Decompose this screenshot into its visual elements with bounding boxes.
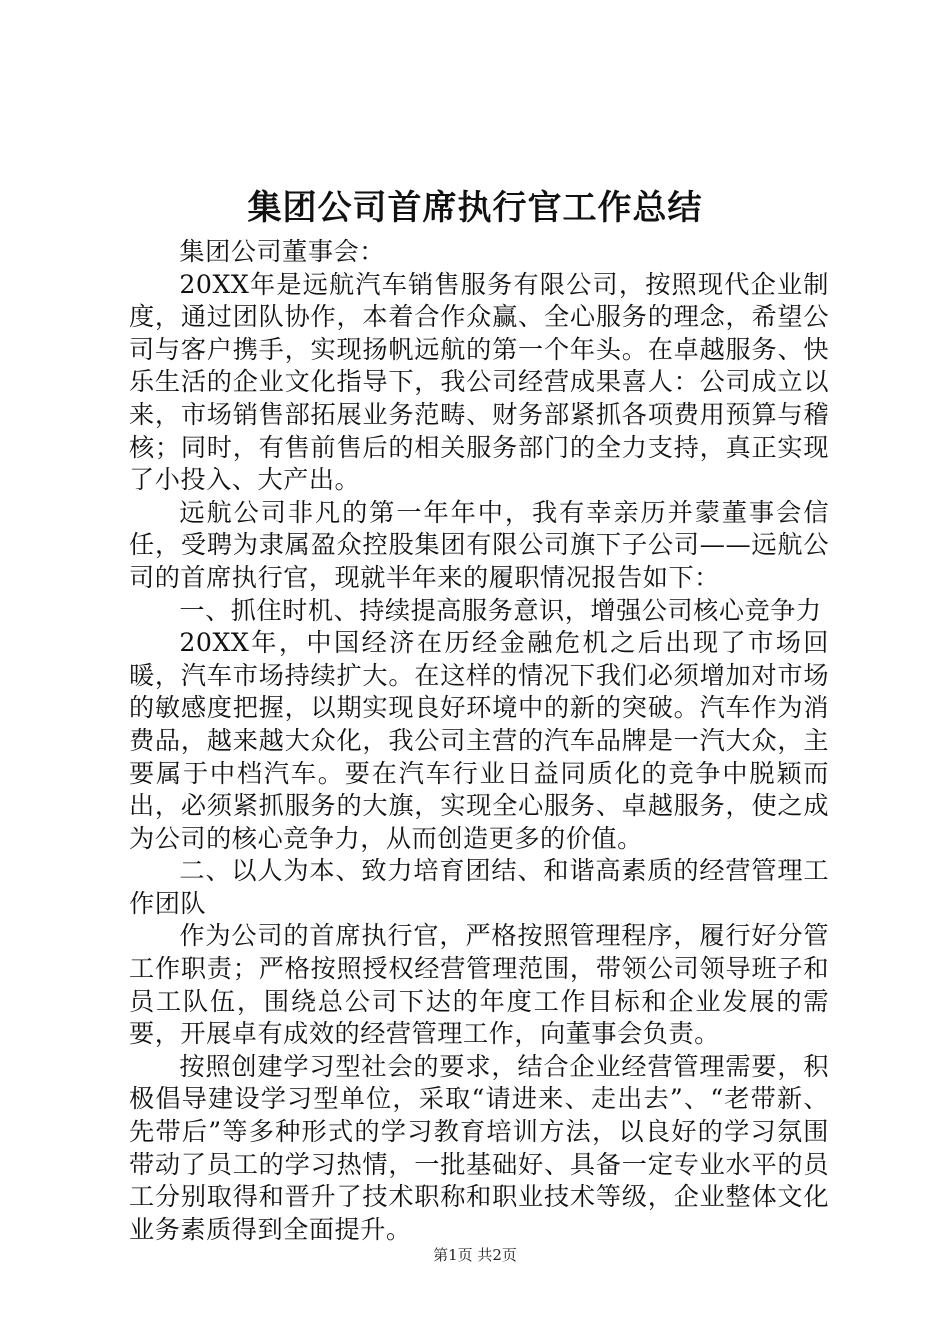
body-paragraph: 20XX年，中国经济在历经金融危机之后出现了市场回暖，汽车市场持续扩大。在这样的情况下我们必须增加对市场的敏感度把握，以期实现良好环境中的新的突破。汽车作为消费品，越来越大众化，我公司主营的汽车品牌是一汽大众，主要属于中档汽车。要在汽车行业日益同质化的竞争中脱颖而出，必须紧抓服务的大旗，实现全心服务、卓越服务，使之成为公司的核心竞争力，从而创造更多的价值。 xyxy=(129,628,829,853)
section-heading: 二、以人为本、致力培育团结、和谐高素质的经营管理工作团队 xyxy=(129,856,829,918)
page-number-footer: 第1页 共2页 xyxy=(433,1246,517,1264)
body-paragraph: 20XX年是远航汽车销售服务有限公司，按照现代企业制度，通过团队协作，本着合作众赢、全心服务的理念，希望公司与客户携手，实现扬帆远航的第一个年头。在卓越服务、快乐生活的企业文化指导下，我公司经营成果喜人：公司成立以来，市场销售部拓展业务范畴、财务部紧抓各项费用预算与稽核；同时，有售前售后的相关服务部门的全力支持，真正实现了小投入、大产出。 xyxy=(129,269,829,495)
body-paragraph: 作为公司的首席执行官，严格按照管理程序，履行好分管工作职责；严格按照授权经营管理范围，带领公司领导班子和员工队伍，围绕总公司下达的年度工作目标和企业发展的需要，开展卓有成效的经营管理工作，向董事会负责。 xyxy=(129,921,829,1049)
salutation-paragraph: 集团公司董事会： xyxy=(179,237,385,266)
document-body xyxy=(129,236,829,1246)
body-paragraph: 按照创建学习型社会的要求，结合企业经营管理需要，积极倡导建设学习型单位，采取“请进来、走出去”、“老带新、先带后”等多种形式的学习教育培训方法，以良好的学习氛围带动了员工的学习热情，一批基础好、具备一定专业水平的员工分别取得和晋升了技术职称和职业技术等级，企业整体文化业务素质得到全面提升。 xyxy=(129,1051,829,1244)
section-heading: 一、抓住时机、持续提高服务意识，增强公司核心竞争力 xyxy=(179,595,822,625)
document-title: 集团公司首席执行官工作总结 xyxy=(247,188,703,228)
body-paragraph: 远航公司非凡的第一年年中，我有幸亲历并蒙董事会信任，受聘为隶属盈众控股集团有限公司旗下子公司——远航公司的首席执行官，现就半年来的履职情况报告如下： xyxy=(129,497,829,592)
